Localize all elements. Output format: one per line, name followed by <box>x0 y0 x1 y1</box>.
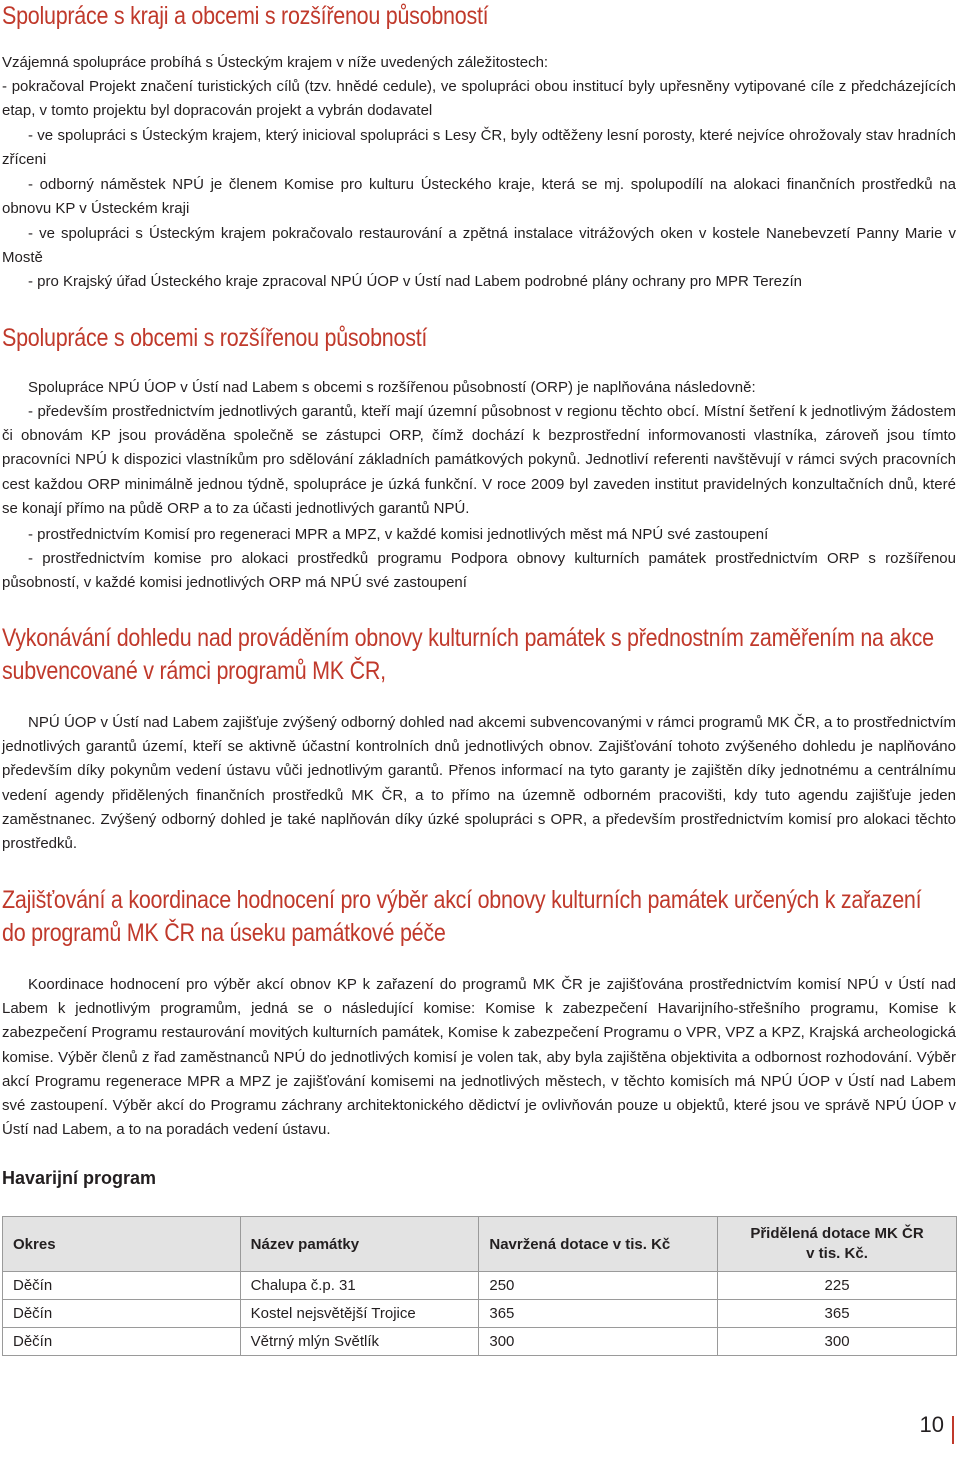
section-title-dohled-line2: subvencované v rámci programů MK ČR, <box>2 657 386 685</box>
table-header-row <box>3 1217 957 1272</box>
cell-navrzena: 365 <box>479 1300 718 1328</box>
table-row <box>3 1300 957 1328</box>
cell-okres: Děčín <box>3 1300 241 1328</box>
section-title-dohled-line1: Vykonávání dohledu nad prováděním obnovy kulturních památek s přednostním zaměřením na akce <box>2 624 934 652</box>
header-pridelena-dotace-line2: v tis. Kč. <box>806 1245 868 1262</box>
section-title-koordinace-line1: Zajišťování a koordinace hodnocení pro výběr akcí obnovy kulturních památek určených k zařazení <box>2 886 922 914</box>
section1-item-lesy: - ve spolupráci s Ústeckým krajem, který inicioval spolupráci s Lesy ČR, byly odtěženy lesní porosty, které nejvíce ohrožovaly stav hradních zříceni <box>2 127 956 169</box>
cell-nazev: Chalupa č.p. 31 <box>240 1272 479 1300</box>
cell-pridelena: 365 <box>718 1300 957 1328</box>
section-title-orp: Spolupráce s obcemi s rozšířenou působností <box>2 324 428 352</box>
section2-item-regenerace: - prostřednictvím Komisí pro regeneraci MPR a MPZ, v každé komisi jednotlivých měst má NPÚ své zastoupení <box>28 526 769 543</box>
section1-item-terezin: - pro Krajský úřad Ústeckého kraje zpracoval NPÚ ÚOP v Ústí nad Labem podrobné plány ochrany pro MPR Terezín <box>28 273 802 290</box>
cell-pridelena: 225 <box>718 1272 957 1300</box>
page-number-accent-bar <box>952 1416 954 1444</box>
section-title-koordinace <box>2 884 921 950</box>
table-row <box>3 1272 957 1300</box>
section1-item-komise: - odborný náměstek NPÚ je členem Komise pro kulturu Ústeckého kraje, která se mj. spolupodílí na alokaci finančních prostředků na obnovu KP v Ústeckém kraji <box>2 176 956 218</box>
section-title-kraje: Spolupráce s kraji a obcemi s rozšířenou působností <box>2 2 489 30</box>
section1-item-projekt: - pokračoval Projekt značení turistických cílů (tzv. hnědé cedule), ve spolupráci obou institucí byly upřesněny vytipované cíle z předcházejících etap, v tomto projektu byl dopracován projekt a vybrán dodavatel <box>2 78 956 120</box>
page-number: 10 <box>919 1412 944 1437</box>
section-title-dohled <box>2 622 934 688</box>
header-okres: Okres <box>3 1217 241 1272</box>
table-caption: Havarijní program <box>2 1168 157 1188</box>
section-title-koordinace-line2: do programů MK ČR na úseku památkové péče <box>2 919 446 947</box>
cell-okres: Děčín <box>3 1272 241 1300</box>
header-nazev-pamatky: Název památky <box>240 1217 479 1272</box>
section4-paragraph: Koordinace hodnocení pro výběr akcí obnov KP k zařazení do programů MK ČR je zajišťována prostřednictvím komisí NPÚ v Ústí nad Labem k jednotlivým programům, jedná se o následující komise: Komise k zabezpečení Havarijního-střešního programu, Komise k zabezpečení Programu restaurování movitých kulturních památek, Komise k zabezpečení Programu o VPR, VPZ a KPZ, Krajská archeologická komise. Výběr členů z řad zaměstnanců NPÚ do jednotlivých komisí je volen tak, aby byla zajištěna objektivita a odbornost rozhodování. Výběr akcí Programu regenerace MPR a MPZ je zajišťování komisemi na jednotlivých městech, v těchto komisích má NPÚ ÚOP v Ústí nad Labem své zastoupení. Výběr akcí do Programu záchrany architektonického dědictví je ovlivňován pouze u objektů, které jsou ve správě NPÚ ÚOP v Ústí nad Labem, a to na poradách vedení ústavu. <box>2 976 956 1139</box>
section2-intro: Spolupráce NPÚ ÚOP v Ústí nad Labem s obcemi s rozšířenou působností (ORP) je naplňována následovně: <box>28 379 756 396</box>
header-pridelena-dotace <box>718 1217 957 1272</box>
section1-intro: Vzájemná spolupráce probíhá s Ústeckým krajem v níže uvedených záležitostech: <box>2 54 549 71</box>
cell-okres: Děčín <box>3 1328 241 1356</box>
table-row <box>3 1328 957 1356</box>
header-navrzena-dotace: Navržená dotace v tis. Kč <box>479 1217 718 1272</box>
section2-item-garanti: - především prostřednictvím jednotlivých garantů, kteří mají územní působnost v regionu těchto obcí. Místní šetření k jednotlivým žádostem či obnovám KP jsou prováděna společně se zástupci ORP, čímž dochází k bezprostřední informovanosti vlastníka, zároveň jsou tímto pracovníci NPÚ k dispozici vlastníkům pro sdělování základních památkových pokynů. Jednotliví referenti navštěvují v rámci svých pracovních cest každou ORP minimálně jednou týdně, spolupráce je úzká funkční. V roce 2009 byl zaveden institut pravidelných konzultačních dnů, které se konají přímo na půdě ORP a to za účasti jednotlivých garantů NPÚ. <box>2 403 956 517</box>
cell-navrzena: 250 <box>479 1272 718 1300</box>
section1-item-vitraze: - ve spolupráci s Ústeckým krajem pokračovalo restaurování a zpětná instalace vitrážových oken v kostele Nanebevzetí Panny Marie v Mostě <box>2 225 956 267</box>
havarijni-program-table <box>2 1216 957 1356</box>
section3-paragraph: NPÚ ÚOP v Ústí nad Labem zajišťuje zvýšený odborný dohled nad akcemi subvencovanými v rámci programů MK ČR, a to prostřednictvím jednotlivých garantů území, kteří se aktivně účastní kontrolních dnů jednotlivých obnov. Zajišťování tohoto zvýšeného dohledu je naplňováno především díky pokynům vedení ústavu vůči jednotlivým garantů. Přenos informací na tyto garanty je zajištěn díky jednotnému a centrálnímu vedení agendy přidělených finančních prostředků MK ČR, a to přímo na územně odborném pracovišti, kdy tuto agendu zajišťuje jeden zaměstnanec. Zvýšený odborný dohled je také naplňován díky úzké spolupráci s OPR, a především prostřednictvím komisí pro alokaci těchto prostředků. <box>2 714 956 853</box>
cell-nazev: Větrný mlýn Světlík <box>240 1328 479 1356</box>
cell-navrzena: 300 <box>479 1328 718 1356</box>
header-pridelena-dotace-line1: Přidělená dotace MK ČR <box>750 1225 924 1242</box>
cell-nazev: Kostel nejsvětější Trojice <box>240 1300 479 1328</box>
section2-item-alokace: - prostřednictvím komise pro alokaci prostředků programu Podpora obnovy kulturních památek prostřednictvím ORP s rozšířenou působností, v každé komisi jednotlivých ORP má NPÚ své zastoupení <box>2 550 956 592</box>
cell-pridelena: 300 <box>718 1328 957 1356</box>
